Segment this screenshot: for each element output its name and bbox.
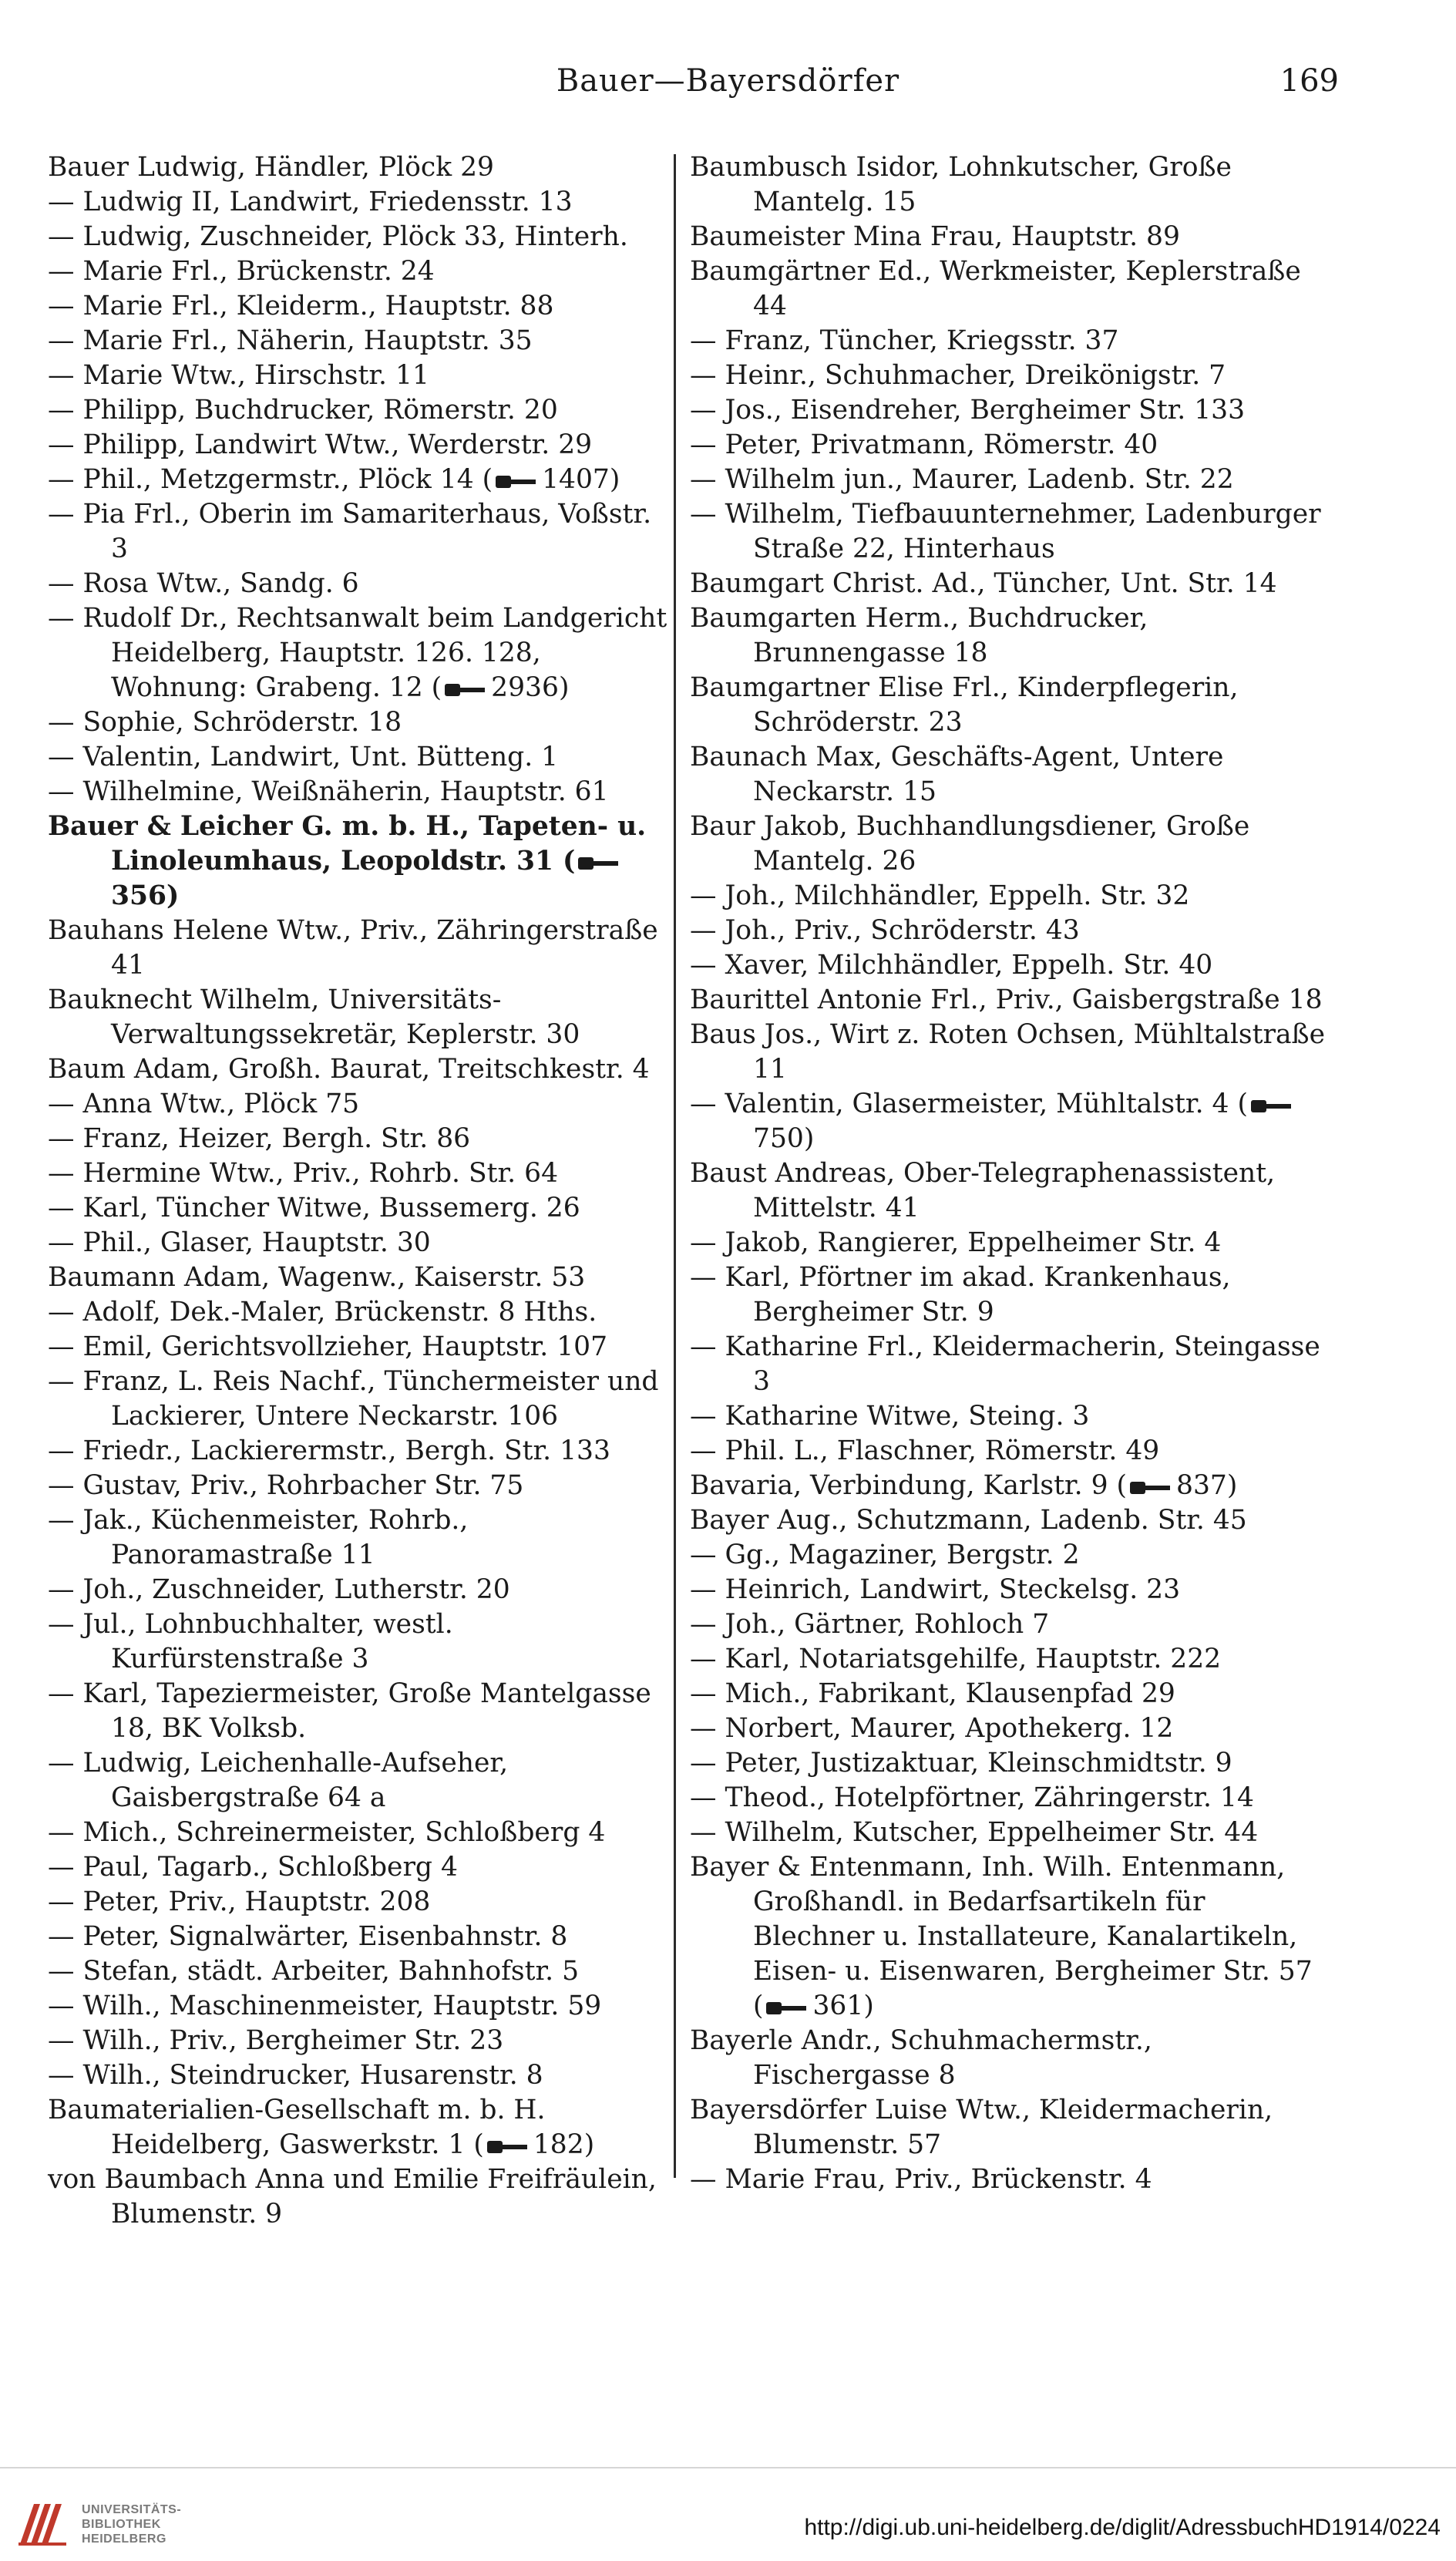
phone-number: 2936) [491,672,570,703]
entry-text: — Wilh., Maschinenmeister, Hauptstr. 59 [48,1991,602,2021]
entry-text: — Katharine Frl., Kleidermacherin, Steingasse 3 [690,1331,1320,1397]
entry-text: — Katharine Witwe, Steing. 3 [690,1401,1090,1432]
directory-entry [690,2162,1330,2197]
entry-text: — Jak., Küchenmeister, Rohrb., Panoramastraße 11 [48,1505,469,1570]
entry-text: Baumgart Christ. Ad., Tüncher, Unt. Str. 14 [690,568,1277,599]
entry-text: — Wilhelm jun., Maurer, Ladenb. Str. 22 [690,464,1234,495]
entry-text: — Karl, Pförtner im akad. Krankenhaus, Bergheimer Str. 9 [690,1262,1231,1328]
directory-entry [48,1365,676,1434]
directory-entry [48,1052,676,1087]
entry-text: Baunach Max, Geschäfts-Agent, Untere Neckarstr. 15 [690,742,1224,807]
telephone-icon [445,681,488,698]
entry-text: — Franz, L. Reis Nachf., Tünchermeister und Lackierer, Untere Neckarstr. 106 [48,1366,659,1432]
directory-entry [48,1434,676,1469]
directory-entry [48,1573,676,1607]
entry-text: — Theod., Hotelpförtner, Zähringerstr. 14 [690,1782,1254,1813]
entry-text: — Marie Frau, Priv., Brückenstr. 4 [690,2164,1152,2195]
entry-text: — Heinr., Schuhmacher, Dreikönigstr. 7 [690,360,1226,391]
library-name [82,2502,181,2546]
telephone-icon [1251,1097,1294,1114]
directory-entry [48,601,676,705]
directory-entry [48,809,676,914]
entry-text: Bayerle Andr., Schuhmachermstr., Fischergasse 8 [690,2025,1152,2091]
entry-text: — Karl, Tapeziermeister, Große Mantelgasse 18, BK Volksb. [48,1678,651,1744]
telephone-icon [766,1999,809,2016]
directory-entry [48,393,676,428]
directory-entry [690,1226,1330,1260]
directory-entry [690,1087,1330,1156]
entry-text: — Joh., Zuschneider, Lutherstr. 20 [48,1574,510,1605]
telephone-icon [496,473,539,490]
directory-entry [690,1781,1330,1816]
directory-entry [690,914,1330,948]
directory-entry [690,358,1330,393]
directory-entry [48,289,676,324]
entry-text: Baurittel Antonie Frl., Priv., Gaisbergstraße 18 [690,984,1323,1015]
directory-entry [48,775,676,809]
directory-entry [48,1850,676,1885]
entry-text: — Peter, Signalwärter, Eisenbahnstr. 8 [48,1921,568,1952]
entry-text: — Joh., Milchhändler, Eppelh. Str. 32 [690,880,1190,911]
entry-text: — Franz, Tüncher, Kriegsstr. 37 [690,325,1119,356]
entry-text: — Franz, Heizer, Bergh. Str. 86 [48,1123,471,1154]
directory-entry [690,1399,1330,1434]
directory-entry [690,1156,1330,1226]
directory-entry [48,1260,676,1295]
directory-entry [48,497,676,567]
entry-text: — Anna Wtw., Plöck 75 [48,1089,360,1119]
directory-entry [690,948,1330,983]
entry-text: Baust Andreas, Ober-Telegraphenassistent, Mittelstr. 41 [690,1158,1276,1223]
entry-text: — Pia Frl., Oberin im Samariterhaus, Voßstr. 3 [48,499,652,564]
directory-entry [48,1607,676,1677]
directory-entry [690,1018,1330,1087]
entry-text: — Gg., Magaziner, Bergstr. 2 [690,1540,1080,1570]
entry-text: Bauhans Helene Wtw., Priv., Zähringerstraße 41 [48,915,658,981]
entry-text: — Wilhelm, Tiefbauunternehmer, Ladenburger Straße 22, Hinterhaus [690,499,1321,564]
telephone-icon [487,2138,530,2155]
entry-text: — Emil, Gerichtsvollzieher, Hauptstr. 107 [48,1331,608,1362]
entry-text: Bauer Ludwig, Händler, Plöck 29 [48,152,494,183]
directory-entry [48,1226,676,1260]
directory-entry [48,705,676,740]
directory-entry [690,1469,1330,1503]
directory-entry [690,254,1330,324]
directory-entry [690,1573,1330,1607]
directory-entry [690,2024,1330,2093]
entry-text: — Wilh., Priv., Bergheimer Str. 23 [48,2025,504,2056]
directory-entry [48,185,676,220]
directory-entry [48,428,676,463]
library-name-line: UNIVERSITÄTS- [82,2503,182,2516]
directory-entry [690,809,1330,879]
library-logo-icon [17,2499,71,2547]
entry-text: — Karl, Tüncher Witwe, Bussemerg. 26 [48,1193,580,1223]
entry-text: — Heinrich, Landwirt, Steckelsg. 23 [690,1574,1181,1605]
entry-text: von Baumbach Anna und Emilie Freifräulein, Blumenstr. 9 [48,2164,657,2230]
directory-entry [48,1816,676,1850]
directory-entry [48,358,676,393]
directory-entry [690,983,1330,1018]
entry-text: — Mich., Fabrikant, Klausenpfad 29 [690,1678,1175,1709]
directory-entry [48,2093,676,2162]
directory-entry [48,914,676,983]
directory-entry [690,1538,1330,1573]
directory-entry [48,254,676,289]
entry-text: — Wilhelmine, Weißnäherin, Hauptstr. 61 [48,776,609,807]
directory-entry [48,740,676,775]
directory-entry [690,1711,1330,1746]
entry-text: Baum Adam, Großh. Baurat, Treitschkestr. 4 [48,1054,650,1085]
directory-entry [690,1607,1330,1642]
phone-number: 361) [812,1991,874,2021]
entry-text: — Valentin, Glasermeister, Mühltalstr. 4 ( [690,1089,1248,1119]
directory-entry [690,428,1330,463]
phone-number: 356) [111,880,180,911]
entry-text: Bavaria, Verbindung, Karlstr. 9 ( [690,1470,1127,1501]
entry-text: Bauer & Leicher G. m. b. H., Tapeten- u. Linoleumhaus, Leopoldstr. 31 ( [48,811,647,877]
directory-entry [690,220,1330,254]
entry-text: — Phil., Glaser, Hauptstr. 30 [48,1227,431,1258]
directory-entry [48,220,676,254]
page-header [0,63,1456,109]
entry-text: — Paul, Tagarb., Schloßberg 4 [48,1852,458,1883]
entry-text: — Norbert, Maurer, Apothekerg. 12 [690,1713,1174,1744]
entry-text: — Ludwig, Zuschneider, Plöck 33, Hinterh. [48,221,628,252]
entry-text: — Marie Frl., Brückenstr. 24 [48,256,435,287]
library-name-line: BIBLIOTHEK [82,2518,161,2531]
directory-entry [48,1469,676,1503]
entry-text: — Xaver, Milchhändler, Eppelh. Str. 40 [690,950,1213,981]
entry-text: Baumgärtner Ed., Werkmeister, Keplerstraße 44 [690,256,1301,321]
entry-text: Baumeister Mina Frau, Hauptstr. 89 [690,221,1180,252]
entry-text: — Joh., Priv., Schröderstr. 43 [690,915,1080,946]
directory-entry [48,463,676,497]
phone-number: 837) [1176,1470,1238,1501]
entry-text: — Peter, Privatmann, Römerstr. 40 [690,429,1158,460]
entry-text: — Philipp, Buchdrucker, Römerstr. 20 [48,395,558,426]
entry-text: — Ludwig II, Landwirt, Friedensstr. 13 [48,187,573,217]
directory-entry [48,1087,676,1122]
directory-entry [48,1295,676,1330]
directory-entry [690,671,1330,740]
entry-text: — Stefan, städt. Arbeiter, Bahnhofstr. 5 [48,1956,580,1987]
directory-entry [48,1677,676,1746]
directory-entry [690,497,1330,567]
entry-text: Baus Jos., Wirt z. Roten Ochsen, Mühltalstraße 11 [690,1019,1326,1085]
entry-text: — Hermine Wtw., Priv., Rohrb. Str. 64 [48,1158,559,1189]
phone-number: 750) [753,1123,815,1154]
entry-text: Baumgarten Herm., Buchdrucker, Brunnengasse 18 [690,603,1148,668]
directory-entry [690,601,1330,671]
directory-entry [690,1642,1330,1677]
entry-text: — Jul., Lohnbuchhalter, westl. Kurfürstenstraße 3 [48,1609,453,1674]
directory-entry [690,1746,1330,1781]
directory-entry [48,1156,676,1191]
directory-entry [690,2093,1330,2162]
entry-text: — Wilhelm, Kutscher, Eppelheimer Str. 44 [690,1817,1259,1848]
directory-entry [48,1330,676,1365]
directory-entry [690,150,1330,220]
directory-entry [690,1503,1330,1538]
directory-entry [690,1850,1330,2024]
page-footer [0,2467,1456,2561]
entry-text: — Ludwig, Leichenhalle-Aufseher, Gaisbergstraße 64 a [48,1748,509,1813]
phone-number: 182) [533,2129,595,2160]
entry-text: Baur Jakob, Buchhandlungsdiener, Große Mantelg. 26 [690,811,1250,877]
directory-entry [690,1434,1330,1469]
entry-text: — Rudolf Dr., Rechtsanwalt beim Landgericht Heidelberg, Hauptstr. 126. 128, Wohnung: Grabeng. 12 ( [48,603,667,703]
entry-text: Bayer & Entenmann, Inh. Wilh. Entenmann, Großhandl. in Bedarfsartikeln für Blechner u. Installateure, Kanalartikeln, Eisen- u. Eisenwaren, Bergheimer Str. 57 ( [690,1852,1313,2021]
entry-text: — Joh., Gärtner, Rohloch 7 [690,1609,1050,1640]
source-url-link[interactable]: http://digi.ub.uni-heidelberg.de/diglit/AdressbuchHD1914/0224 [804,2515,1441,2540]
entry-text: Bayer Aug., Schutzmann, Ladenb. Str. 45 [690,1505,1247,1536]
entry-text: — Phil., Metzgermstr., Plöck 14 ( [48,464,493,495]
directory-entry [48,1920,676,1954]
directory-entry [48,1989,676,2024]
directory-entry [48,1746,676,1816]
directory-entry [690,1677,1330,1711]
entry-text: Baumgartner Elise Frl., Kinderpflegerin, Schröderstr. 23 [690,672,1239,738]
directory-entry [48,1885,676,1920]
column-divider [674,154,676,2178]
directory-entry [690,1330,1330,1399]
running-head: Bauer—Bayersdörfer [556,63,900,99]
directory-entry [690,393,1330,428]
entry-text: — Karl, Notariatsgehilfe, Hauptstr. 222 [690,1644,1222,1674]
directory-entry [690,324,1330,358]
directory-entry [48,1503,676,1573]
entry-text: — Friedr., Lackierermstr., Bergh. Str. 133 [48,1435,610,1466]
entry-text: Bauknecht Wilhelm, Universitäts-Verwaltungssekretär, Keplerstr. 30 [48,984,580,1050]
directory-entry [48,150,676,185]
directory-entry [48,1191,676,1226]
directory-entry [48,983,676,1052]
entry-text: — Sophie, Schröderstr. 18 [48,707,402,738]
library-name-line: HEIDELBERG [82,2532,166,2546]
page-number: 169 [1279,63,1339,99]
directory-entry [690,879,1330,914]
entry-text: — Valentin, Landwirt, Unt. Bütteng. 1 [48,742,559,772]
entry-text: — Marie Frl., Näherin, Hauptstr. 35 [48,325,533,356]
entry-text: Baumbusch Isidor, Lohnkutscher, Große Mantelg. 15 [690,152,1232,217]
entry-text: Baumann Adam, Wagenw., Kaiserstr. 53 [48,1262,586,1293]
telephone-icon [578,854,621,871]
entry-text: — Wilh., Steindrucker, Husarenstr. 8 [48,2060,543,2091]
entry-text: Bayersdörfer Luise Wtw., Kleidermacherin, Blumenstr. 57 [690,2095,1273,2160]
directory-entry [48,324,676,358]
directory-entry [48,567,676,601]
entry-text: Baumaterialien-Gesellschaft m. b. H. Heidelberg, Gaswerkstr. 1 ( [48,2095,546,2160]
entry-text: — Marie Wtw., Hirschstr. 11 [48,360,429,391]
phone-number: 1407) [542,464,620,495]
directory-entry [690,567,1330,601]
directory-column-right [690,150,1330,2197]
directory-entry [48,1122,676,1156]
entry-text: — Rosa Wtw., Sandg. 6 [48,568,359,599]
directory-entry [690,740,1330,809]
directory-column-left [48,150,676,2232]
directory-entry [48,1954,676,1989]
entry-text: — Marie Frl., Kleiderm., Hauptstr. 88 [48,291,554,321]
telephone-icon [1130,1479,1173,1496]
entry-text: — Phil. L., Flaschner, Römerstr. 49 [690,1435,1160,1466]
directory-entry [48,2162,676,2232]
directory-entry [690,463,1330,497]
entry-text: — Peter, Justizaktuar, Kleinschmidtstr. 9 [690,1748,1232,1779]
entry-text: — Mich., Schreinermeister, Schloßberg 4 [48,1817,606,1848]
directory-entry [48,2058,676,2093]
entry-text: — Jos., Eisendreher, Bergheimer Str. 133 [690,395,1246,426]
entry-text: — Peter, Priv., Hauptstr. 208 [48,1886,431,1917]
entry-text: — Jakob, Rangierer, Eppelheimer Str. 4 [690,1227,1222,1258]
entry-text: — Philipp, Landwirt Wtw., Werderstr. 29 [48,429,593,460]
entry-text: — Gustav, Priv., Rohrbacher Str. 75 [48,1470,524,1501]
directory-entry [690,1816,1330,1850]
directory-entry [690,1260,1330,1330]
directory-entry [48,2024,676,2058]
entry-text: — Adolf, Dek.-Maler, Brückenstr. 8 Hths. [48,1297,597,1328]
